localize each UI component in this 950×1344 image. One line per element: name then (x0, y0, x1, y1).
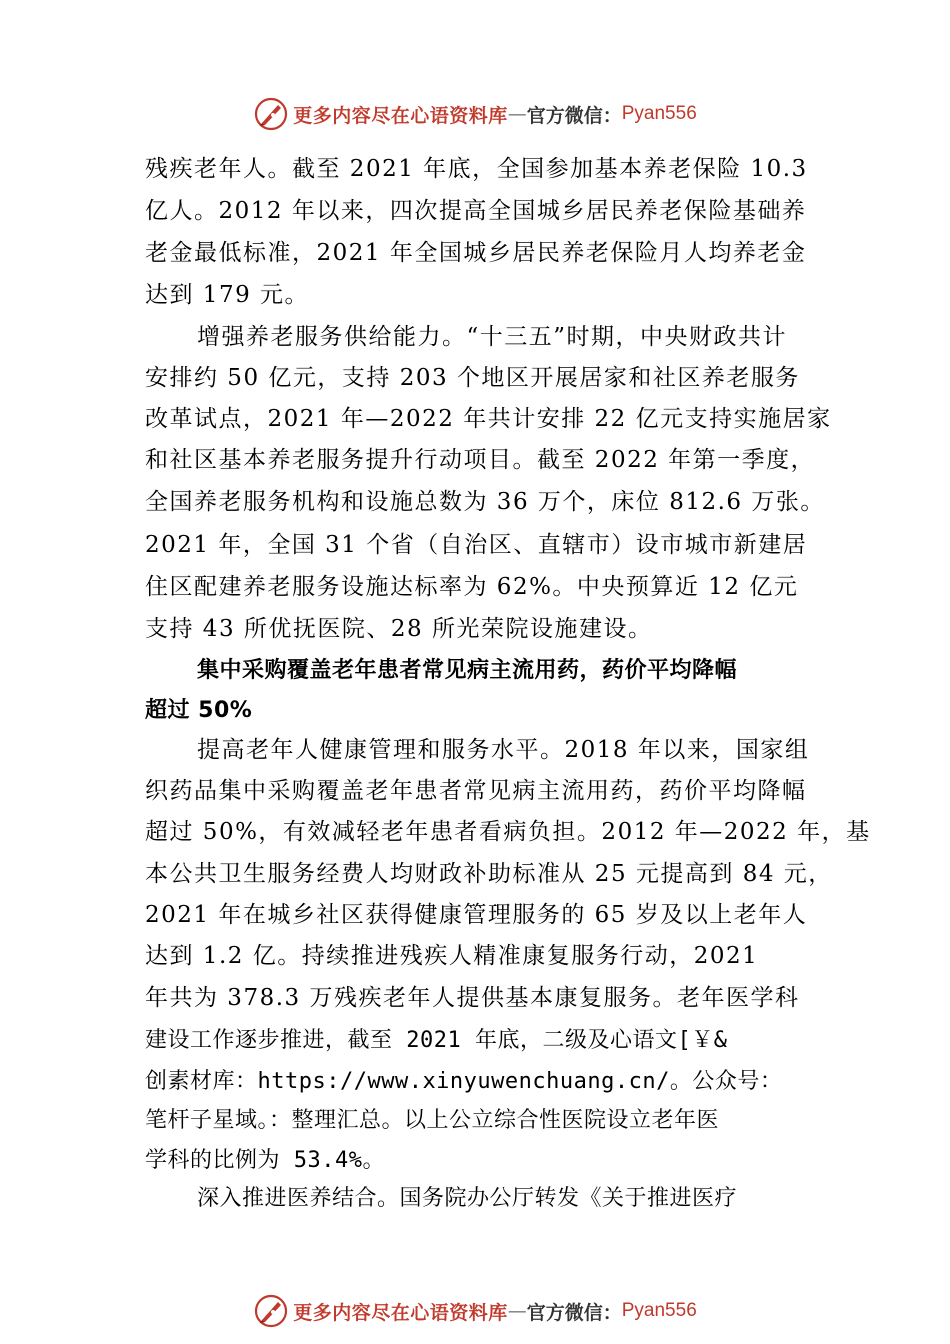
watermark-text: 更多内容尽在心语资料库 (293, 104, 508, 127)
body-line: 亿人。2012 年以来，四次提高全国城乡居民养老保险基础养 (145, 198, 807, 224)
body-line: 全国养老服务机构和设施总数为 36 万个，床位 812.6 万张。 (145, 489, 825, 515)
body-line: 年共为 378.3 万残疾老年人提供基本康复服务。老年医学科 (145, 985, 800, 1011)
section-heading: 超过 50% (145, 698, 253, 723)
body-line: 学科的比例为 53.4%。 (145, 1148, 385, 1173)
body-line: 改革试点，2021 年—2022 年共计安排 22 亿元支持实施居家 (145, 406, 832, 432)
body-line: 支持 43 所优抚医院、28 所光荣院设施建设。 (145, 616, 653, 642)
watermark-dash: — (507, 1300, 527, 1322)
body-line: 深入推进医养结合。国务院办公厅转发《关于推进医疗 (197, 1186, 738, 1211)
body-line: 创素材库：https://www.xinyuwenchuang.cn/。公众号： (145, 1069, 783, 1094)
body-line: 安排约 50 亿元，支持 203 个地区开展居家和社区养老服务 (145, 365, 800, 391)
pen-logo-icon (253, 96, 289, 132)
body-line: 2021 年在城乡社区获得健康管理服务的 65 岁及以上老年人 (145, 902, 808, 928)
body-line: 增强养老服务供给能力。“十三五”时期，中央财政共计 (197, 324, 788, 350)
body-line: 本公共卫生服务经费人均财政补助标准从 25 元提高到 84 元， (145, 861, 833, 887)
body-line: 笔杆子星域。：整理汇总。以上公立综合性医院设立老年医 (145, 1108, 720, 1133)
body-line: 达到 179 元。 (145, 282, 310, 308)
body-line: 2021 年，全国 31 个省（自治区、直辖市）设市城市新建居 (145, 532, 808, 558)
footer-watermark (0, 1291, 950, 1331)
body-line: 超过 50%，有效减轻老年患者看病负担。2012 年—2022 年，基 (145, 819, 871, 845)
body-line: 住区配建养老服务设施达标率为 62%。中央预算近 12 亿元 (145, 574, 799, 600)
watermark-wechat-id: Pyan556 (621, 103, 697, 124)
watermark-wechat-id: Pyan556 (621, 1300, 697, 1321)
body-line: 残疾老年人。截至 2021 年底，全国参加基本养老保险 10.3 (145, 156, 808, 182)
section-heading: 集中采购覆盖老年患者常见病主流用药，药价平均降幅 (197, 658, 738, 683)
body-line: 达到 1.2 亿。持续推进残疾人精准康复服务行动，2021 (145, 943, 759, 969)
body-line: 建设工作逐步推进，截至 2021 年底，二级及心语文[￥& (145, 1028, 728, 1053)
body-line: 提高老年人健康管理和服务水平。2018 年以来，国家组 (197, 737, 810, 763)
watermark-wechat-label: 官方微信： (526, 104, 622, 127)
watermark-dash: — (507, 103, 527, 125)
body-line: 老金最低标准，2021 年全国城乡居民养老保险月人均养老金 (145, 240, 807, 266)
pen-logo-icon (253, 1293, 289, 1329)
watermark-text: 更多内容尽在心语资料库 (293, 1301, 508, 1324)
header-watermark (0, 94, 950, 134)
body-line: 织药品集中采购覆盖老年患者常见病主流用药，药价平均降幅 (145, 778, 807, 804)
watermark-wechat-label: 官方微信： (526, 1301, 622, 1324)
body-line: 和社区基本养老服务提升行动项目。截至 2022 年第一季度， (145, 447, 816, 473)
